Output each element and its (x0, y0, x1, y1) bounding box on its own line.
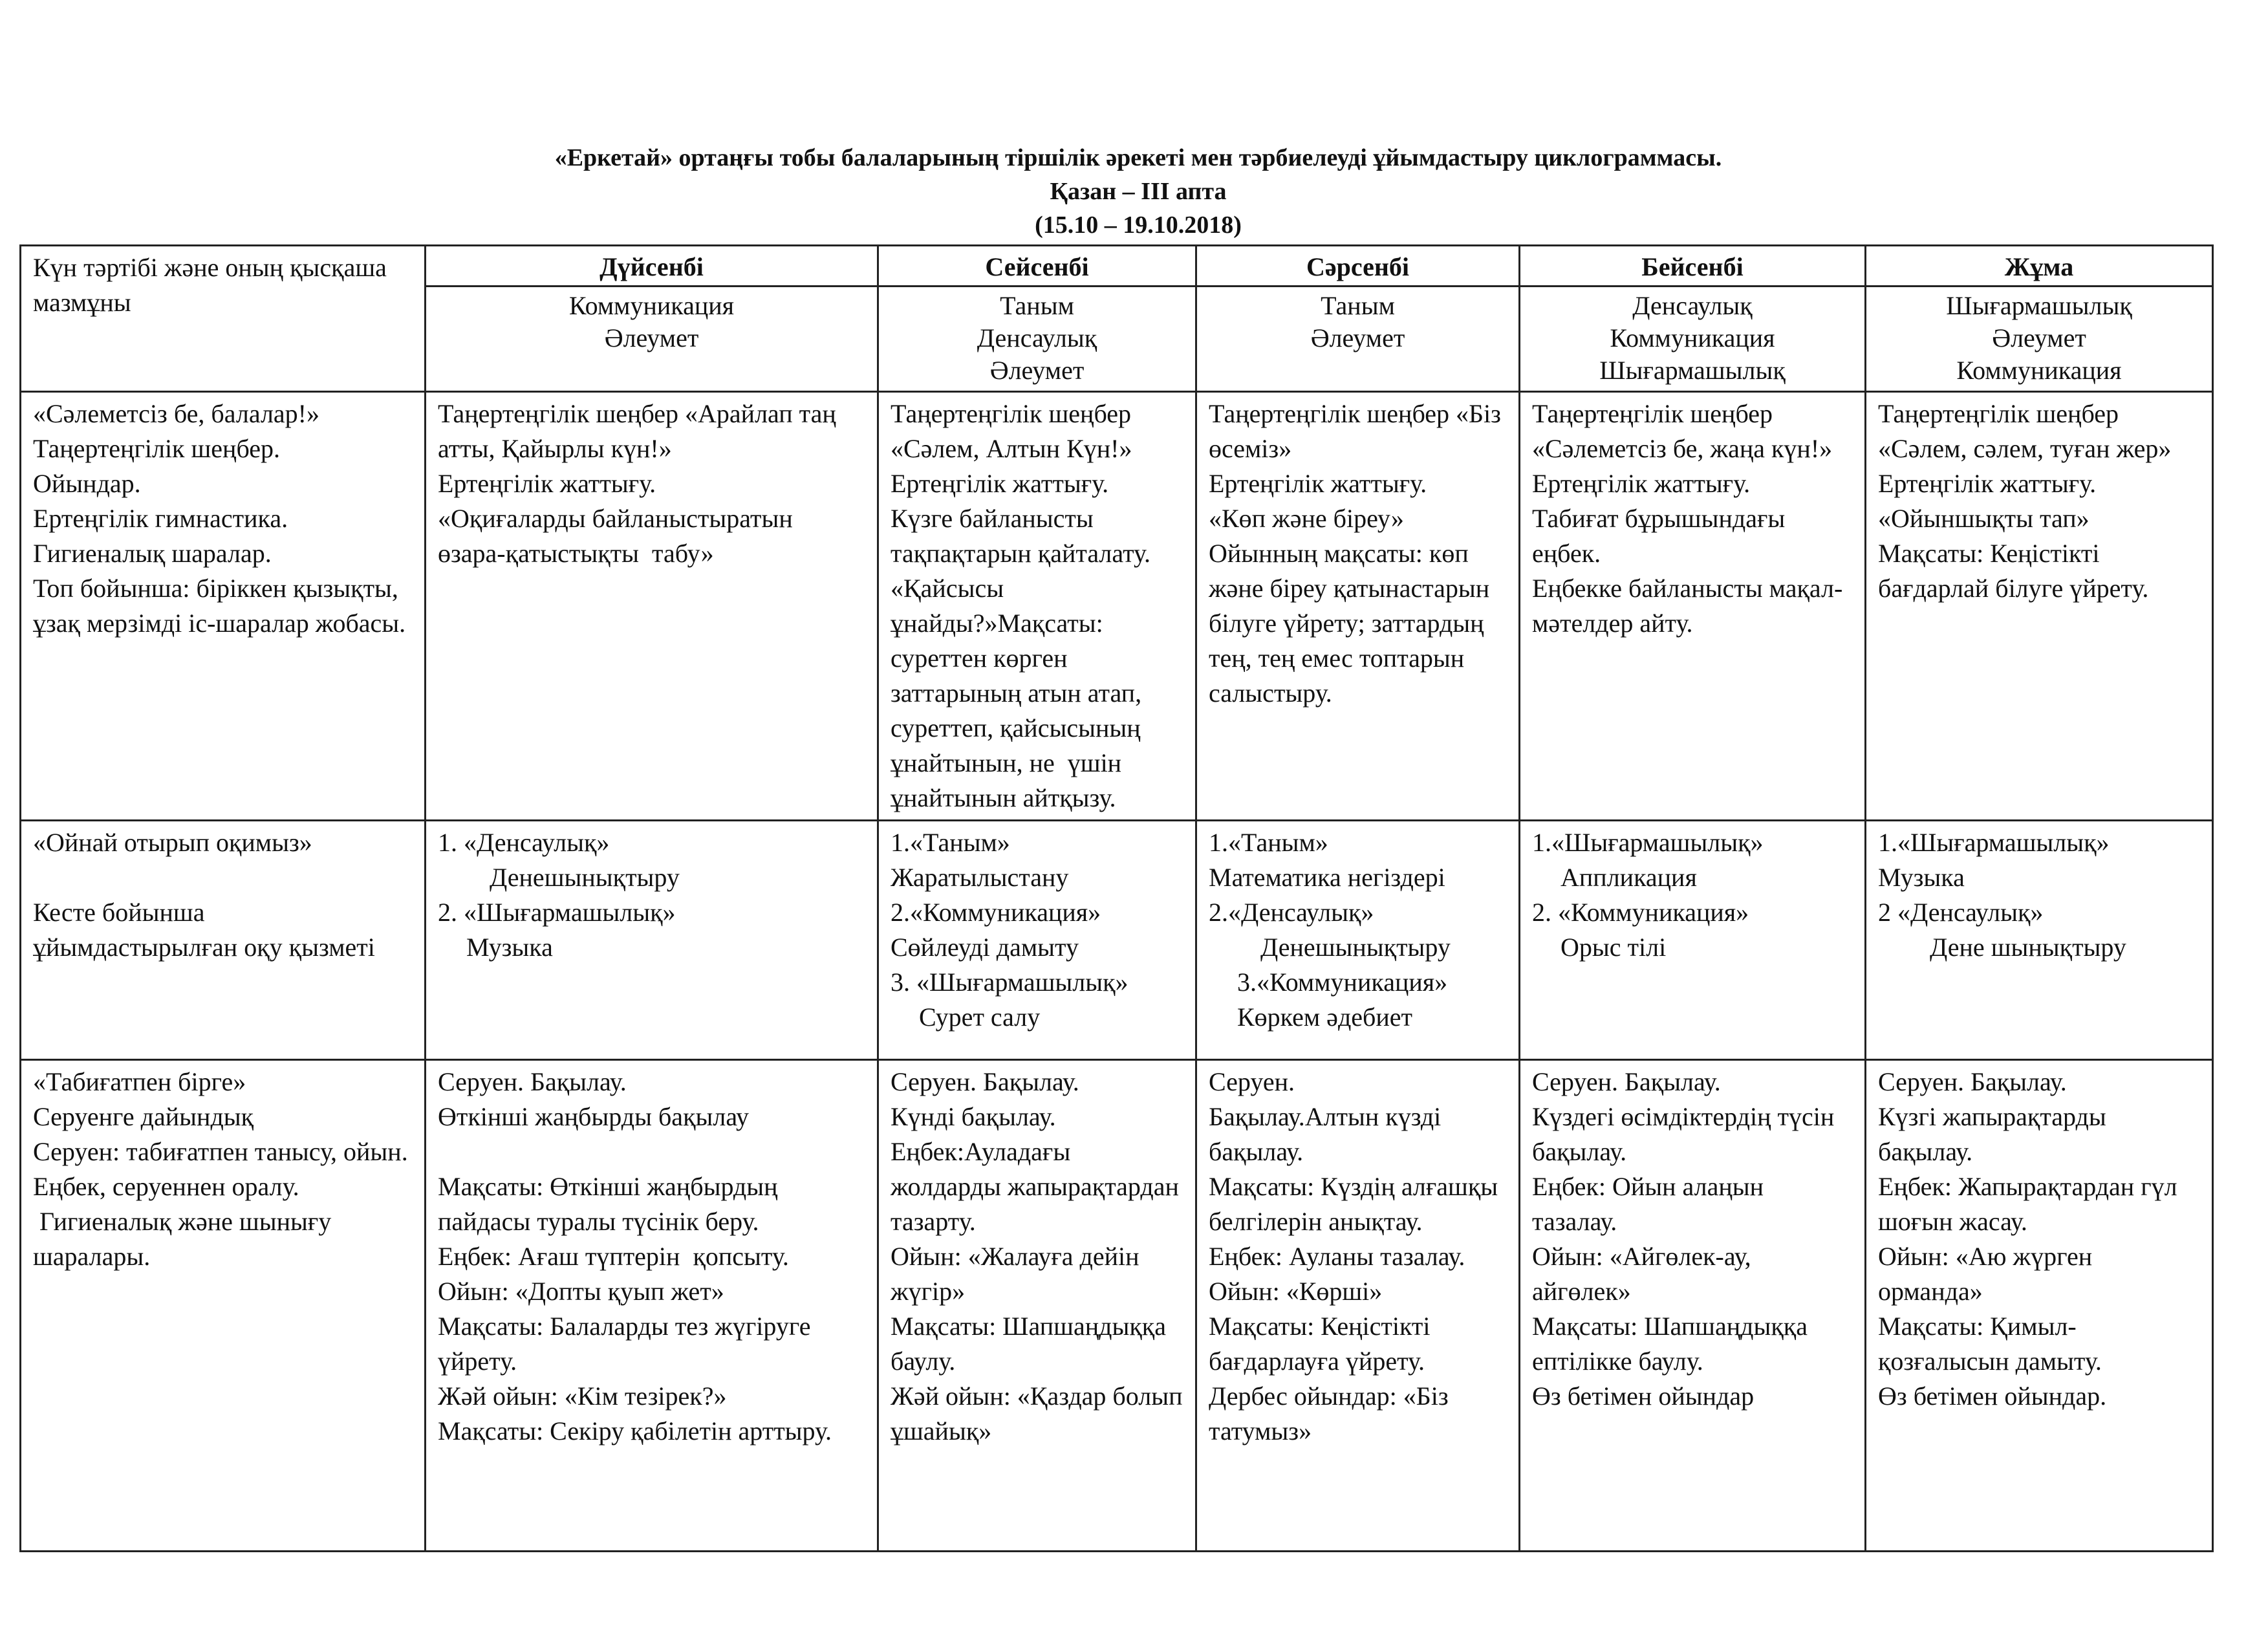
row-label (21, 392, 426, 821)
area-label: Денсаулық (977, 323, 1097, 352)
title-line-1: «Еркетай» ортаңғы тобы балаларының тіршілік әрекеті мен тәрбиелеуді ұйымдастыру циклограммасы. (554, 144, 1722, 171)
cell-line: 1.«Таным» (1209, 828, 1328, 857)
cell-line: Ойын: «Жалауға дейін жүгір» (891, 1242, 1146, 1306)
cell-line: 3. «Шығармашылық» (891, 968, 1129, 997)
cell-line: Көркем әдебиет (1237, 1002, 1413, 1032)
label-line: Гигиеналық шаралар. (33, 539, 272, 568)
cell-line: Мақсаты: Шапшаңдыққа ептілікке баулу. (1532, 1312, 1814, 1376)
edu-areas (891, 290, 1183, 387)
cell-line: Ертеңгілік жаттығу. (438, 469, 656, 498)
cell-line: 2 «Денсаулық» (1878, 898, 2044, 927)
cell-wednesday (1196, 392, 1520, 821)
cell-wednesday (1196, 1060, 1520, 1552)
cell-line: Таңертеңгілік шеңбер «Сәлем, сәлем, туған жер» (1878, 399, 2172, 463)
cell-line: 2. «Шығармашылық» (438, 898, 676, 927)
cell-friday (1866, 1060, 2213, 1552)
cell-line: Еңбекке байланысты мақал-мәтелдер айту. (1532, 574, 1843, 638)
area-label: Шығармашылық (1599, 356, 1786, 385)
area-label: Денсаулық (1632, 291, 1753, 320)
cell-line: Мақсаты: Шапшаңдыққа баулу. (891, 1312, 1172, 1376)
area-label: Әлеумет (1992, 323, 2086, 352)
cell-line: 1.«Шығармашылық» (1878, 828, 2110, 857)
schedule-table (19, 244, 2214, 1552)
label-line: Топ бойынша: біріккен қызықты, ұзақ мерзімді іс-шаралар жобасы. (33, 574, 406, 638)
cell-line: Күзгі жапырақтарды бақылау. (1878, 1102, 2113, 1166)
day-name: Жұма (1866, 250, 2212, 287)
label-line: Гигиеналық және шынығу шаралары. (33, 1207, 338, 1271)
cell-line: Ойын: «Допты қуып жет» (438, 1277, 724, 1306)
cell-tuesday (878, 821, 1196, 1060)
cell-line: Мақсаты: Кеңістікті бағдарлауға үйрету. (1209, 1312, 1437, 1376)
area-label: Әлеумет (604, 323, 699, 352)
cell-line: Бақылау.Алтын күзді бақылау. (1209, 1102, 1448, 1166)
cell-line: Еңбек:Ауладағы жолдарды жапырақтардан тазарту. (891, 1137, 1185, 1236)
cell-line: 2. «Коммуникация» (1532, 898, 1749, 927)
cell-line: Ертеңгілік жаттығу. (1209, 469, 1427, 498)
cell-line: Еңбек: Жапырақтардан гүл шоғын жасау. (1878, 1172, 2184, 1236)
cell-line: Ойын: «Айгөлек-ау, айгөлек» (1532, 1242, 1758, 1306)
area-label: Коммуникация (1610, 323, 1775, 352)
cell-line: Ойын: «Көрші» (1209, 1277, 1383, 1306)
cell-line: Жәй ойын: «Қаздар болып ұшайық» (891, 1381, 1189, 1446)
label-line: Таңертеңгілік шеңбер. (33, 434, 281, 463)
cell-monday (426, 1060, 878, 1552)
cell-monday (426, 392, 878, 821)
header-day-thursday (1520, 246, 1866, 392)
cell-line: Табиғат бұрышындағы еңбек. (1532, 504, 1792, 568)
cell-line: Еңбек: Ойын алаңын тазалау. (1532, 1172, 1771, 1236)
cell-line: Таңертеңгілік шеңбер «Сәлеметсіз бе, жаңа күн!» (1532, 399, 1833, 463)
cell-line: Күзге байланысты тақпақтарын қайталату. «Қайсысы ұнайды?»Мақсаты: суреттен көрген заттарының атын атап, суреттеп, қайсысының ұнайтынын, не үшін ұнайтынын айтқызу. (891, 504, 1158, 812)
label-line: Еңбек, серуеннен оралу. (33, 1172, 299, 1201)
row-label (21, 821, 426, 1060)
cell-line: Мақсаты: Өткінші жаңбырдың пайдасы туралы түсінік беру. (438, 1172, 784, 1236)
title-line-2: Қазан – ІІІ апта (1050, 178, 1227, 205)
cell-friday (1866, 821, 2213, 1060)
row-walk (21, 1060, 2213, 1552)
header-day-monday (426, 246, 878, 392)
cell-line: 1.«Шығармашылық» (1532, 828, 1764, 857)
label-line: Серуенге дайындық (33, 1102, 254, 1131)
cell-wednesday (1196, 821, 1520, 1060)
cell-thursday (1520, 821, 1866, 1060)
cell-line: Өз бетімен ойындар (1532, 1381, 1755, 1411)
cell-line: Күздегі өсімдіктердің түсін бақылау. (1532, 1102, 1841, 1166)
cell-line: Ертеңгілік жаттығу. (891, 469, 1109, 498)
header-day-tuesday (878, 246, 1196, 392)
cell-line: Денешынықтыру (1260, 933, 1451, 962)
header-row (21, 246, 2213, 392)
cell-line: Ертеңгілік жаттығу. (1878, 469, 2097, 498)
area-label: Коммуникация (568, 291, 735, 320)
label-gap (33, 860, 413, 895)
header-day-wednesday (1196, 246, 1520, 392)
cell-line: Мақсаты: Кеңістікті бағдарлай білуге үйрету. (1878, 539, 2149, 603)
cell-line: Серуен. Бақылау. (1878, 1067, 2067, 1096)
cell-line: 1.«Таным» (891, 828, 1010, 857)
label-line: Ойындар. (33, 469, 141, 498)
label-line: Серуен: табиғатпен танысу, ойын. (33, 1137, 408, 1166)
cell-line: Математика негіздері (1209, 863, 1445, 892)
cell-line: Ертеңгілік жаттығу. (1532, 469, 1751, 498)
cell-line: Дене шынықтыру (1930, 933, 2126, 962)
header-day-friday (1866, 246, 2213, 392)
cell-line: 2.«Денсаулық» (1209, 898, 1374, 927)
cell-line: Серуен. (1209, 1067, 1295, 1096)
cell-line: Аппликация (1561, 863, 1697, 892)
row-morning (21, 392, 2213, 821)
cell-line: Дербес ойындар: «Біз татумыз» (1209, 1381, 1455, 1446)
cell-line: Серуен. Бақылау. (891, 1067, 1079, 1096)
edu-areas (1532, 290, 1853, 387)
label-line: «Ойнай отырып оқимыз» (33, 828, 312, 857)
cell-tuesday (878, 1060, 1196, 1552)
cell-line: Күнді бақылау. (891, 1102, 1056, 1131)
area-label: Әлеумет (989, 356, 1085, 385)
cell-line: Мақсаты: Балаларды тез жүгіруге үйрету. (438, 1312, 817, 1376)
cell-line: Жәй ойын: «Кім тезірек?» (438, 1381, 727, 1411)
edu-areas (1209, 290, 1507, 354)
cell-line: 1. «Денсаулық» (438, 828, 610, 857)
area-label: Таным (1000, 291, 1074, 320)
cell-line: Сурет салу (919, 1002, 1041, 1032)
cell-line: Сөйлеуді дамыту (891, 933, 1079, 962)
cell-line: Ойын: «Аю жүрген орманда» (1878, 1242, 2099, 1306)
cell-line: Музыка (1878, 863, 1965, 892)
area-label: Шығармашылық (1946, 291, 2132, 320)
day-name: Дүйсенбі (426, 250, 877, 287)
cell-line: Орыс тілі (1561, 933, 1667, 962)
edu-areas (438, 290, 865, 354)
cell-line: Ойынның мақсаты: көп және біреу қатынастарын білуге үйрету; заттардың тең, тең емес топтарын салыстыру. (1209, 539, 1496, 708)
day-name: Сейсенбі (879, 250, 1195, 287)
cell-line: Еңбек: Ауланы тазалау. (1209, 1242, 1465, 1271)
cell-monday (426, 821, 878, 1060)
cell-line: 2.«Коммуникация» (891, 898, 1101, 927)
edu-areas (1878, 290, 2200, 387)
cell-line: «Көп және біреу» (1209, 504, 1404, 533)
cell-line: Мақсаты: Секіру қабілетін арттыру. (438, 1416, 832, 1446)
cell-line: Еңбек: Ағаш түптерін қопсыту. (438, 1242, 789, 1271)
document-title (362, 141, 1914, 242)
label-line: «Сәлеметсіз бе, балалар!» (33, 399, 319, 428)
cell-line: Таңертеңгілік шеңбер «Сәлем, Алтын Күн!» (891, 399, 1138, 463)
cell-thursday (1520, 392, 1866, 821)
header-schedule-label: Күн тәртібі және оның қысқаша мазмұны (21, 246, 426, 392)
title-line-3: (15.10 – 19.10.2018) (1035, 211, 1242, 239)
label-line: Кесте бойынша ұйымдастырылған оқу қызметі (33, 898, 375, 962)
cell-line: Серуен. Бақылау. (438, 1067, 627, 1096)
cell-line: Таңертеңгілік шеңбер «Арайлап таң атты, Қайырлы күн!» (438, 399, 843, 463)
area-label: Коммуникация (1956, 356, 2122, 385)
day-name: Бейсенбі (1520, 250, 1864, 287)
area-label: Әлеумет (1310, 323, 1405, 352)
cell-tuesday (878, 392, 1196, 821)
area-label: Таным (1321, 291, 1395, 320)
row-label (21, 1060, 426, 1552)
cell-line: Жаратылыстану (891, 863, 1069, 892)
cell-line: Музыка (466, 933, 553, 962)
cell-line: Таңертеңгілік шеңбер «Біз өсеміз» (1209, 399, 1507, 463)
cell-line: 3.«Коммуникация» (1237, 968, 1448, 997)
cell-line: Өткінші жаңбырды бақылау (438, 1102, 750, 1131)
cell-line: Өз бетімен ойындар. (1878, 1381, 2107, 1411)
cell-line: «Ойыншықты тап» (1878, 504, 2090, 533)
cell-line: Мақсаты: Күздің алғашқы белгілерін анықтау. (1209, 1172, 1505, 1236)
cell-line: Мақсаты: Қимыл-қозғалысын дамыту. (1878, 1312, 2102, 1376)
day-name: Сәрсенбі (1197, 250, 1518, 287)
label-line: Ертеңгілік гимнастика. (33, 504, 288, 533)
cell-line: «Оқиғаларды байланыстыратын өзара-қатыстықты табу» (438, 504, 806, 568)
cell-line: Серуен. Бақылау. (1532, 1067, 1721, 1096)
label-line: «Табиғатпен бірге» (33, 1067, 246, 1096)
cell-friday (1866, 392, 2213, 821)
cell-thursday (1520, 1060, 1866, 1552)
cell-gap (438, 1134, 865, 1169)
cell-line: Денешынықтыру (490, 863, 680, 892)
row-lessons (21, 821, 2213, 1060)
